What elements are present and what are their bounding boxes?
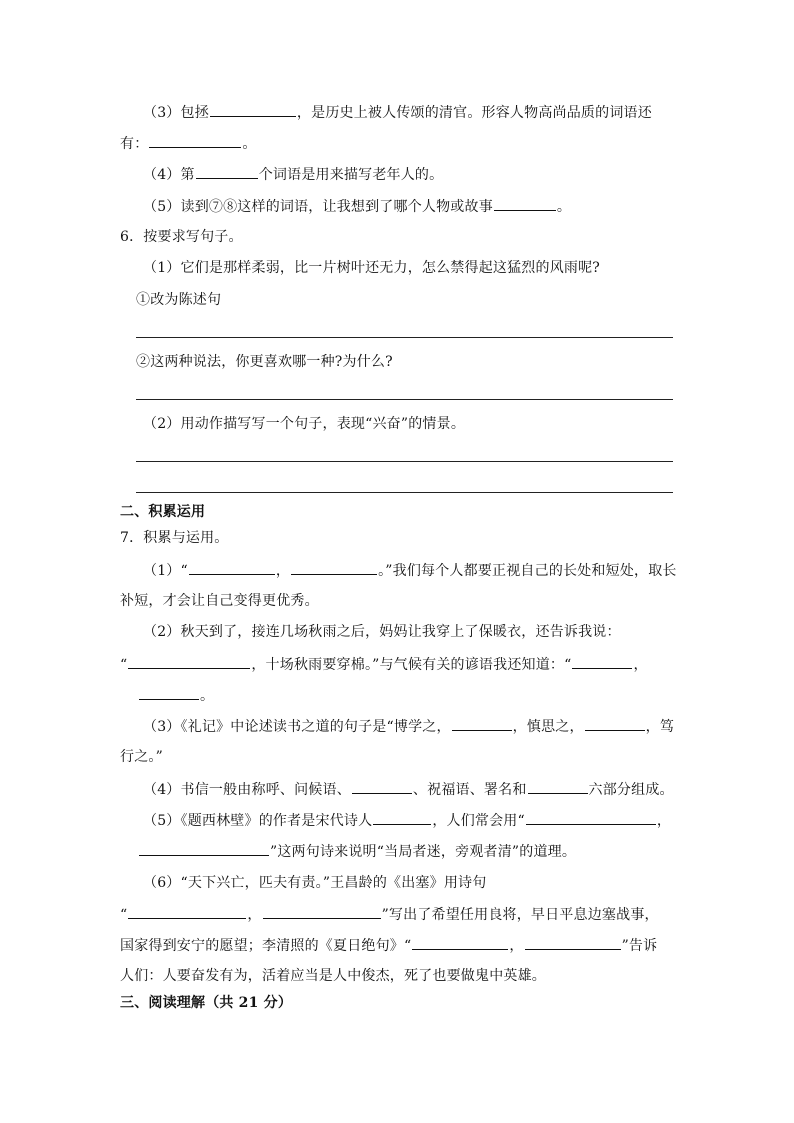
q6-item1: （1）它们是那样柔弱，比一片树叶还无力，怎么禁得起这猛烈的风雨呢? [143,260,601,276]
q7-item5-cont: ”这两句诗来说明“当局者迷，旁观者清”的道理。 [138,841,576,862]
q7-item6: （6）“天下兴亡，匹夫有责。”王昌龄的《出塞》用诗句 [143,875,487,891]
answer-blank[interactable] [528,779,588,794]
q5-item5: （5）读到⑦⑧这样的词语，让我想到了哪个人物或故事 。 [143,196,571,217]
q6-sub2: ②这两种说法，你更喜欢哪一种?为什么? [136,354,393,370]
answer-blank[interactable] [189,560,275,575]
q7-item1: （1）“ ， 。”我们每个人都要正视自己的长处和短处，取长 [143,560,677,581]
q5-item4: （4）第 个词语是用来描写老年人的。 [143,164,443,185]
answer-blank[interactable] [352,779,412,794]
answer-blank[interactable] [452,716,512,731]
answer-blank[interactable] [128,904,246,919]
answer-line[interactable] [136,492,673,493]
q6-item2: （2）用动作描写写一个句子，表现“兴奋”的情景。 [143,416,466,432]
q7-title: 7．积累与运用。 [120,530,229,546]
q5-item3-cont: 有： 。 [120,133,257,154]
q7-item5: （5）《题西林壁》的作者是宋代诗人 ，人们常会用“ ， [143,810,671,831]
answer-blank[interactable] [525,935,621,950]
answer-blank[interactable] [139,685,199,700]
answer-blank[interactable] [572,654,632,669]
answer-blank[interactable] [139,841,269,856]
section-heading: 二、积累运用 [120,504,206,520]
answer-line[interactable] [136,399,673,400]
answer-line[interactable] [136,337,673,338]
answer-blank[interactable] [149,133,241,148]
answer-blank[interactable] [412,935,508,950]
answer-blank[interactable] [526,810,656,825]
q7-item6-line3: 国家得到安宁的愿望；李清照的《夏日绝句》“ ， ”告诉 [120,935,657,956]
answer-line[interactable] [136,461,673,462]
answer-blank[interactable] [196,164,258,179]
section-heading: 三、阅读理解（共 21 分） [120,995,293,1011]
q7-item6-line4: 人们：人要奋发有为，活着应当是人中俊杰，死了也要做鬼中英雄。 [120,968,546,984]
q7-item4: （4）书信一般由称呼、问候语、 、祝福语、署名和 六部分组成。 [143,779,674,800]
q5-item3: （3）包拯 ，是历史上被人传颂的清官。形容人物高尚品质的词语还 [143,102,652,123]
answer-blank[interactable] [210,102,296,117]
answer-blank[interactable] [291,560,377,575]
q7-item1-cont: 补短，才会让自己变得更优秀。 [120,593,319,609]
q7-item2-line2: “ ，十场秋雨要穿棉。”与气候有关的谚语我还知道：“ ， [120,654,648,675]
answer-blank[interactable] [585,716,645,731]
q7-item3-cont: 行之。” [120,749,163,765]
q7-item3: （3）《礼记》中论述读书之道的句子是“博学之， ，慎思之， ，笃 [143,716,674,737]
q6-sub1: ①改为陈述句 [136,292,222,308]
q6-title: 6．按要求写句子。 [120,229,243,245]
answer-blank[interactable] [494,196,556,211]
q7-item2: （2）秋天到了，接连几场秋雨之后，妈妈让我穿上了保暖衣，还告诉我说： [143,624,621,640]
answer-blank[interactable] [263,904,381,919]
q7-item2-line3: 。 [138,685,214,706]
q7-item6-line2: “ ， ”写出了希望任用良将，早日平息边塞战事， [120,904,659,925]
answer-blank[interactable] [373,810,431,825]
answer-blank[interactable] [128,654,250,669]
